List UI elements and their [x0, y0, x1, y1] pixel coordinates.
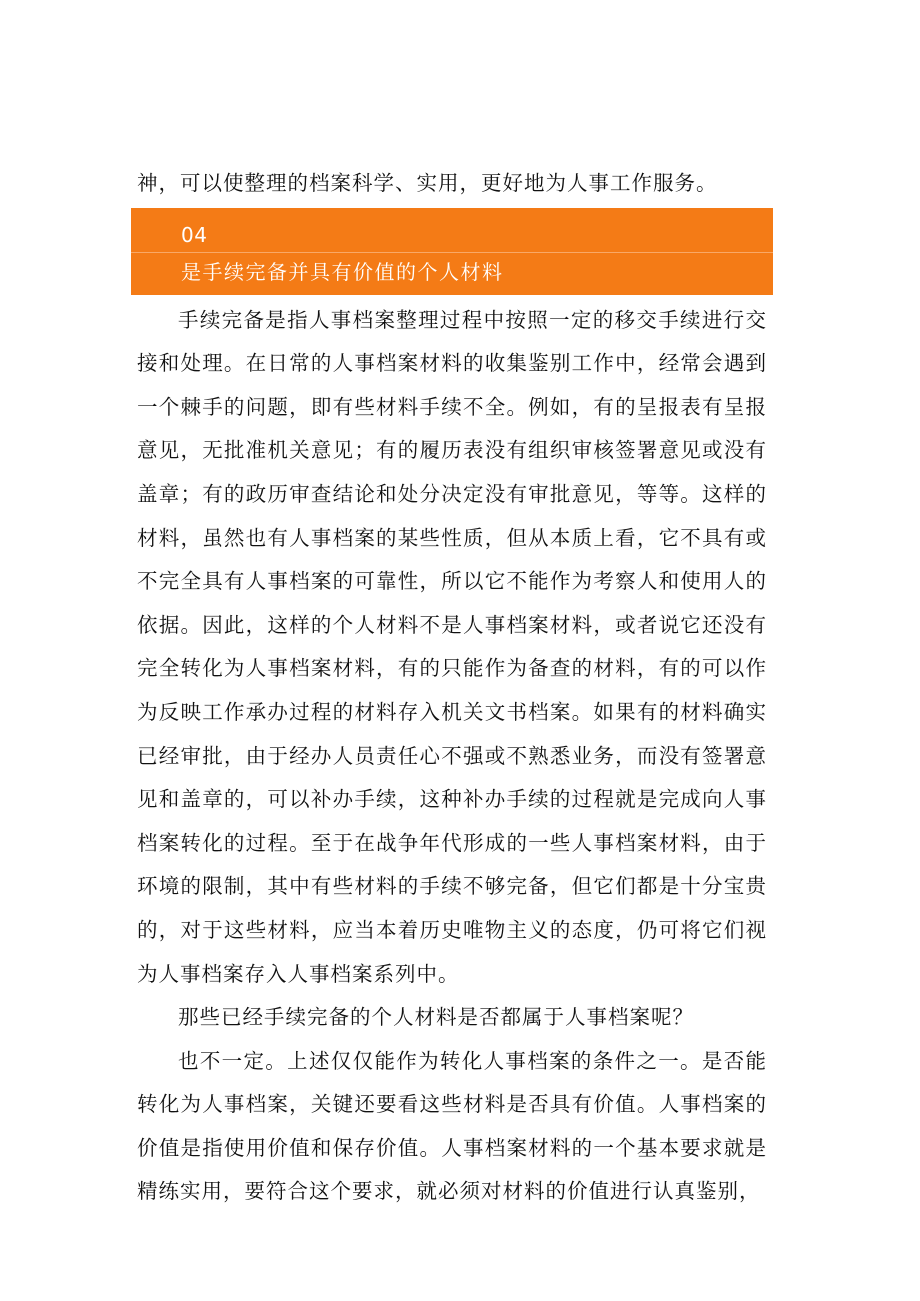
- section-header: [131, 208, 773, 295]
- section-number: 04: [181, 222, 208, 247]
- document-body: [137, 162, 767, 1214]
- section-title: 是手续完备并具有价值的个人材料: [131, 252, 773, 291]
- paragraph-3: 也不一定。上述仅仅能作为转化人事档案的条件之一。是否能转化为人事档案，关键还要看这些材料是否具有价值。人事档案的价值是指使用价值和保存价值。人事档案材料的一个基本要求就是精练实用，要符合这个要求，就必须对材料的价值进行认真鉴别，: [137, 1048, 767, 1204]
- paragraph-2: 那些已经手续完备的个人材料是否都属于人事档案呢？: [178, 1005, 694, 1030]
- lead-line: 神，可以使整理的档案科学、实用，更好地为人事工作服务。: [137, 171, 718, 195]
- paragraph-1: 手续完备是指人事档案整理过程中按照一定的移交手续进行交接和处理。在日常的人事档案材料的收集鉴别工作中，经常会遇到一个棘手的问题，即有些材料手续不全。例如，有的呈报表有呈报意见，无批准机关意见；有的履历表没有组织审核签署意见或没有盖章；有的政历审查结论和处分决定没有审批意见，等等。这样的材料，虽然也有人事档案的某些性质，但从本质上看，它不具有或不完全具有人事档案的可靠性，所以它不能作为考察人和使用人的依据。因此，这样的个人材料不是人事档案材料，或者说它还没有完全转化为人事档案材料，有的只能作为备查的材料，有的可以作为反映工作承办过程的材料存入机关文书档案。如果有的材料确实已经审批，由于经办人员责任心不强或不熟悉业务，而没有签署意见和盖章的，可以补办手续，这种补办手续的过程就是完成向人事档案转化的过程。至于在战争年代形成的一些人事档案材料，由于环境的限制，其中有些材料的手续不够完备，但它们都是十分宝贵的，对于这些材料，应当本着历史唯物主义的态度，仍可将它们视为人事档案存入人事档案系列中。: [137, 307, 767, 986]
